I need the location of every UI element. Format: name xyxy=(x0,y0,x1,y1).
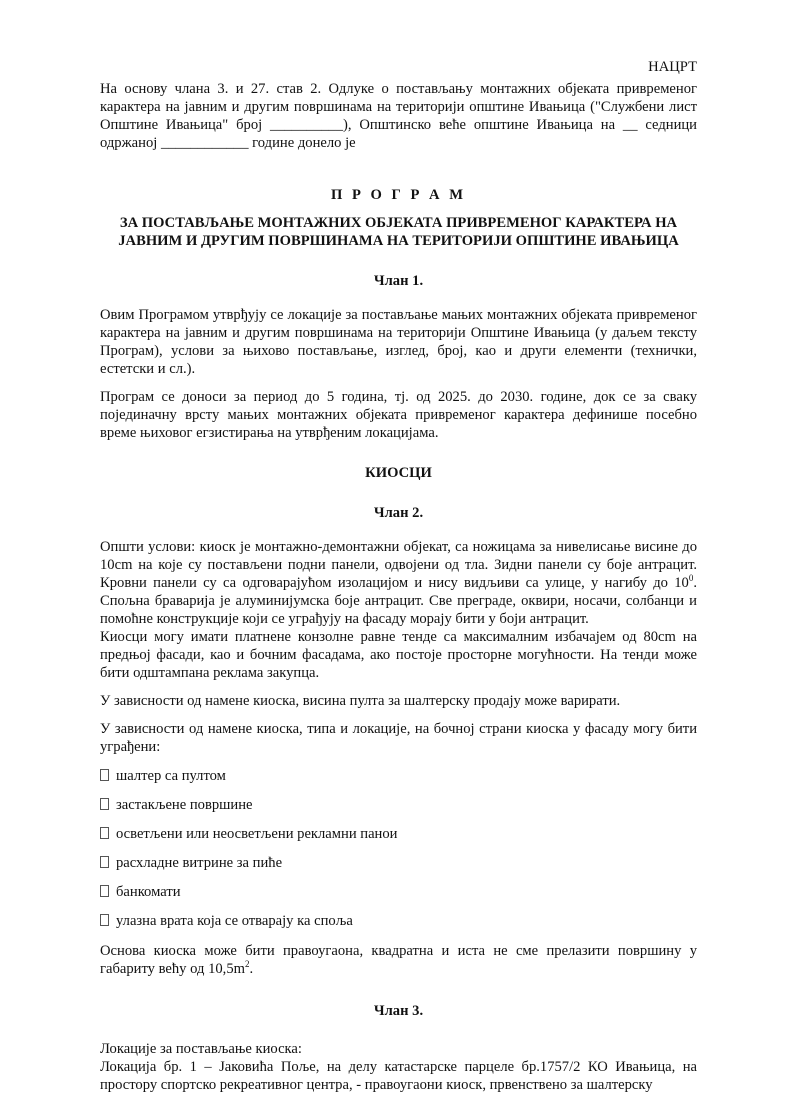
article-3-heading: Члан 3. xyxy=(373,1003,424,1019)
list-item xyxy=(100,796,697,814)
square-superscript: 2 xyxy=(244,959,250,970)
article-2-p1-text-end: . Спољна браварија је алуминијумска боје антрацит. Све преграде, оквири, носачи, солбанци и помоћне конструкције који се уграђују на фасаду морају бити у боји антрацит. xyxy=(100,575,697,627)
list-item-text: улазна врата која се отварају ка споља xyxy=(116,913,353,929)
article-3-paragraph-2: Локација бр. 1 – Јаковића Поље, на делу катастарске парцеле бр.1757/2 КО Ивањица, на простору спортско рекреативног центра, - правоугаони киоск, првенствено за шалтерску xyxy=(100,1059,697,1093)
list-item-text: осветљени или неосветљени рекламни панои xyxy=(116,826,398,842)
list-item xyxy=(100,767,697,785)
document-page xyxy=(100,58,697,1094)
missing-glyph-box-icon xyxy=(100,856,109,868)
missing-glyph-box-icon xyxy=(100,769,109,781)
article-2-paragraph-4: У зависности од намене киоска, типа и локације, на бочној страни киоска у фасаду могу бити уграђени: xyxy=(100,721,697,755)
article-2-p5-text-end: . xyxy=(249,961,254,977)
features-list xyxy=(100,767,697,930)
program-subtitle: ЗА ПОСТАВЉАЊЕ МОНТАЖНИХ ОБЈЕКАТА ПРИВРЕМЕНОГ КАРАКТЕРА НА ЈАВНИМ И ДРУГИМ ПОВРШИНАМА НА ТЕРИТОРИЈИ ОПШТИНЕ ИВАЊИЦА xyxy=(118,215,679,249)
list-item xyxy=(100,825,697,843)
list-item-text: расхладне витрине за пиће xyxy=(116,855,283,871)
missing-glyph-box-icon xyxy=(100,827,109,839)
list-item xyxy=(100,912,697,930)
article-2-paragraph-2: Киосци могу имати платнене конзолне равне тенде са максималним избачајем од 80cm на предњој фасади, као и бочним фасадама, ако постоје просторне могућности. На тенди може бити одштампана реклама закупца. xyxy=(100,629,697,681)
article-3-paragraph-1: Локације за постављање киоска: xyxy=(100,1041,302,1057)
list-item xyxy=(100,854,697,872)
list-item-text: застакљене површине xyxy=(116,797,253,813)
article-1-paragraph-2: Програм се доноси за период до 5 година, тј. од 2025. до 2030. године, док се за сваку појединачну врсту мањих монтажних објеката привременог карактера дефинише посебно време њиховог егзистирања на утврђеним локацијама. xyxy=(100,389,697,441)
preamble: На основу члана 3. и 27. став 2. Одлуке о постављању монтажних објеката привременог карактера на јавним и другим површинама на територији општине Ивањица ("Службени лист Општине Ивањица" број __________), Општинско веће општине Ивањица на __ седници одржаној ____________ године донело је xyxy=(100,81,697,151)
article-2-paragraph-5 xyxy=(100,942,697,978)
article-2-paragraph-3: У зависности од намене киоска, висина пулта за шалтерску продају може варирати. xyxy=(100,693,621,709)
article-1-heading: Члан 1. xyxy=(373,273,424,289)
missing-glyph-box-icon xyxy=(100,914,109,926)
list-item-text: шалтер са пултом xyxy=(116,768,226,784)
list-item xyxy=(100,883,697,901)
list-item-text: банкомати xyxy=(116,884,181,900)
missing-glyph-box-icon xyxy=(100,885,109,897)
article-2-p1-text: Општи услови: киоск је монтажно-демонтажни објекат, са ножицама за нивелисање висине до 10cm на које су постављени подни панели, одвојени од тла. Зидни панели су боје антрацит. Кровни панели су са одговарајућом изолацијом и нису видљиви са улице, у нагибу до 10 xyxy=(100,539,697,591)
degree-superscript: 0 xyxy=(688,573,694,584)
missing-glyph-box-icon xyxy=(100,798,109,810)
section-kiosks-heading: КИОСЦИ xyxy=(365,465,432,481)
article-2-paragraph-1 xyxy=(100,538,697,628)
draft-mark: НАЦРТ xyxy=(648,59,697,75)
program-title: П Р О Г Р А М xyxy=(330,187,467,203)
article-1-paragraph-1: Овим Програмом утврђују се локације за постављање мањих монтажних објеката привременог карактера на јавним и другим површинама на територији Општине Ивањица (у даљем тексту Програм), услови за њихово постављање, изглед, број, као и други елементи (технички, естетски и сл.). xyxy=(100,307,697,377)
article-2-heading: Члан 2. xyxy=(373,505,424,521)
article-2-p5-text: Основа киоска може бити правоугаона, квадратна и иста не сме прелазити површину у габариту већу од 10,5m xyxy=(100,943,697,977)
